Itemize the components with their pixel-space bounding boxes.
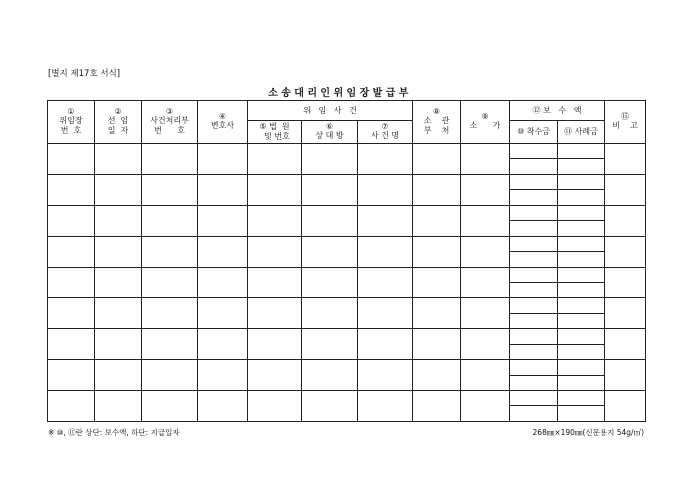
table-cell [413, 329, 461, 360]
table-cell [142, 298, 198, 329]
table-cell [95, 298, 142, 329]
table-cell [48, 144, 95, 175]
table-cell [248, 391, 302, 422]
table-row [48, 391, 646, 406]
success-fee-date-cell [558, 375, 605, 390]
success-fee-amount-cell [558, 267, 605, 282]
table-cell [358, 329, 413, 360]
header-delegation-number: ① 위임장 번 호 [48, 101, 95, 144]
retainer-fee-amount-cell [510, 298, 558, 313]
table-cell [48, 205, 95, 236]
table-cell [358, 267, 413, 298]
success-fee-date-cell [558, 190, 605, 205]
table-cell [605, 329, 646, 360]
table-cell [461, 391, 510, 422]
table-cell [461, 360, 510, 391]
retainer-fee-date-cell [510, 344, 558, 359]
table-cell [413, 236, 461, 267]
table-cell [605, 236, 646, 267]
table-cell [48, 174, 95, 205]
table-cell [358, 174, 413, 205]
table-cell [605, 205, 646, 236]
table-cell [142, 236, 198, 267]
retainer-fee-amount-cell [510, 174, 558, 189]
retainer-fee-date-cell [510, 159, 558, 174]
success-fee-date-cell [558, 406, 605, 421]
retainer-fee-date-cell [510, 375, 558, 390]
header-appointment-date: ② 선 임 일 자 [95, 101, 142, 144]
table-cell [95, 236, 142, 267]
table-cell [48, 391, 95, 422]
table-cell [198, 174, 248, 205]
header-claim-amount: ⑨ 소 가 [461, 101, 510, 144]
header-opposing-party: ⑥ 상 대 방 [302, 121, 358, 144]
table-cell [95, 329, 142, 360]
success-fee-amount-cell [558, 174, 605, 189]
retainer-fee-amount-cell [510, 329, 558, 344]
table-cell [142, 267, 198, 298]
table-cell [302, 329, 358, 360]
success-fee-amount-cell [558, 298, 605, 313]
table-cell [95, 360, 142, 391]
table-cell [605, 174, 646, 205]
retainer-fee-amount-cell [510, 391, 558, 406]
header-competent-ministry: ⑧ 소 관 부 처 [413, 101, 461, 144]
success-fee-date-cell [558, 313, 605, 328]
header-success-fee: ⑪ 사례금 [558, 121, 605, 144]
table-cell [461, 205, 510, 236]
table-cell [605, 298, 646, 329]
table-cell [142, 144, 198, 175]
success-fee-amount-cell [558, 205, 605, 220]
footer-note: ※ ⑩, ⑪란 상단: 보수액, 하단: 지급일자 [48, 428, 180, 437]
success-fee-amount-cell [558, 144, 605, 159]
success-fee-amount-cell [558, 329, 605, 344]
table-cell [605, 360, 646, 391]
table-row [48, 174, 646, 189]
retainer-fee-date-cell [510, 252, 558, 267]
table-cell [248, 267, 302, 298]
table-row [48, 329, 646, 344]
table-cell [461, 144, 510, 175]
table-cell [198, 267, 248, 298]
register-table [47, 100, 646, 422]
retainer-fee-amount-cell [510, 360, 558, 375]
table-row [48, 360, 646, 375]
table-cell [198, 391, 248, 422]
table-cell [413, 267, 461, 298]
table-cell [142, 391, 198, 422]
table-cell [248, 205, 302, 236]
success-fee-date-cell [558, 159, 605, 174]
table-cell [413, 174, 461, 205]
success-fee-amount-cell [558, 236, 605, 251]
table-cell [358, 144, 413, 175]
table-cell [95, 391, 142, 422]
success-fee-date-cell [558, 344, 605, 359]
table-header [48, 101, 646, 144]
table-cell [142, 205, 198, 236]
retainer-fee-amount-cell [510, 236, 558, 251]
header-case-name: ⑦ 사 건 명 [358, 121, 413, 144]
table-cell [248, 174, 302, 205]
table-cell [605, 144, 646, 175]
success-fee-date-cell [558, 252, 605, 267]
header-case-register-number: ③ 사건처리부 번 호 [142, 101, 198, 144]
success-fee-date-cell [558, 282, 605, 297]
table-cell [248, 298, 302, 329]
table-cell [248, 329, 302, 360]
table-row [48, 267, 646, 282]
paper-spec: 268㎜×190㎜(신문용지 54g/㎡) [532, 428, 644, 437]
table-cell [95, 174, 142, 205]
table-cell [142, 360, 198, 391]
table-cell [461, 267, 510, 298]
table-body [48, 144, 646, 422]
table-cell [358, 205, 413, 236]
table-cell [413, 144, 461, 175]
table-cell [605, 391, 646, 422]
header-attorney: ④ 변호사 [198, 101, 248, 144]
header-delegated-case-group: 위 임 사 건 [248, 101, 413, 121]
success-fee-amount-cell [558, 391, 605, 406]
table-row [48, 236, 646, 251]
table-cell [302, 391, 358, 422]
table-cell [461, 298, 510, 329]
table-cell [605, 267, 646, 298]
table-cell [95, 144, 142, 175]
success-fee-date-cell [558, 221, 605, 236]
header-retainer-fee: ⑩ 착수금 [510, 121, 558, 144]
table-cell [302, 267, 358, 298]
table-cell [461, 174, 510, 205]
retainer-fee-date-cell [510, 282, 558, 297]
retainer-fee-date-cell [510, 313, 558, 328]
retainer-fee-amount-cell [510, 267, 558, 282]
table-cell [248, 360, 302, 391]
retainer-fee-date-cell [510, 406, 558, 421]
table-cell [142, 174, 198, 205]
retainer-fee-date-cell [510, 190, 558, 205]
table-cell [48, 329, 95, 360]
form-number-label: [별지 제17호 서식] [48, 69, 121, 79]
table-cell [48, 360, 95, 391]
table-row [48, 205, 646, 220]
table-cell [48, 236, 95, 267]
table-cell [413, 298, 461, 329]
table-cell [302, 298, 358, 329]
table-cell [95, 267, 142, 298]
page-title: 소송대리인위임장발급부 [268, 88, 412, 99]
table-cell [302, 174, 358, 205]
table-cell [358, 298, 413, 329]
table-cell [413, 391, 461, 422]
table-cell [413, 360, 461, 391]
table-cell [48, 298, 95, 329]
table-cell [461, 236, 510, 267]
table-cell [198, 329, 248, 360]
table-cell [198, 298, 248, 329]
retainer-fee-amount-cell [510, 205, 558, 220]
table-cell [302, 144, 358, 175]
table-cell [248, 144, 302, 175]
table-cell [358, 391, 413, 422]
header-fee-group: ⑫ 보 수 액 [510, 101, 605, 121]
table-cell [198, 360, 248, 391]
table-cell [461, 329, 510, 360]
table-cell [302, 360, 358, 391]
header-court-and-number: ⑤ 법 원 및 번호 [248, 121, 302, 144]
table-cell [198, 205, 248, 236]
retainer-fee-amount-cell [510, 144, 558, 159]
table-row [48, 298, 646, 313]
table-cell [358, 360, 413, 391]
table-cell [302, 236, 358, 267]
table-row [48, 144, 646, 159]
table-cell [358, 236, 413, 267]
table-cell [302, 205, 358, 236]
table-cell [198, 236, 248, 267]
retainer-fee-date-cell [510, 221, 558, 236]
table-cell [95, 205, 142, 236]
table-cell [413, 205, 461, 236]
success-fee-amount-cell [558, 360, 605, 375]
table-cell [248, 236, 302, 267]
table-cell [198, 144, 248, 175]
header-remarks: ⑮ 비 고 [605, 101, 646, 144]
table-cell [142, 329, 198, 360]
table-cell [48, 267, 95, 298]
